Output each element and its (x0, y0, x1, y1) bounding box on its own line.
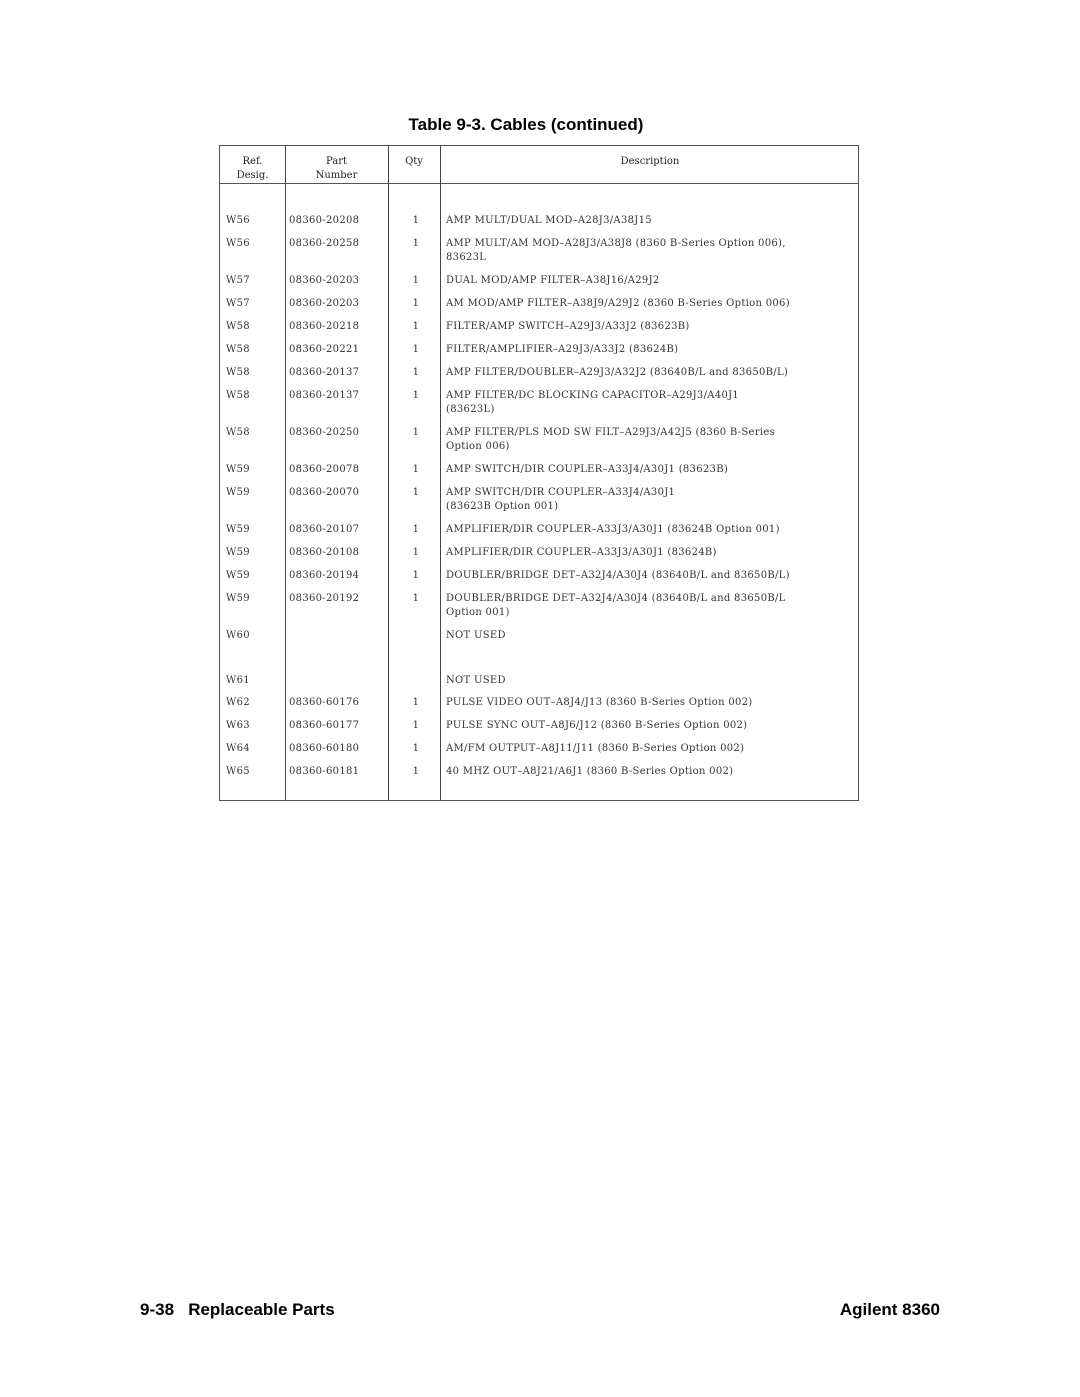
description-line: AM/FM OUTPUT–A8J11/J11 (8360 B-Series Option 002) (446, 743, 745, 754)
part-number: 08360-20203 (289, 298, 360, 309)
header-qty: Qty (405, 156, 423, 167)
part-number: 08360-20108 (289, 547, 360, 558)
ref-desig: W58 (226, 344, 250, 355)
footer-product: Agilent 8360 (839, 1300, 940, 1319)
ref-desig: W59 (226, 570, 250, 581)
ref-desig: W64 (226, 743, 250, 754)
description-line: DOUBLER/BRIDGE DET–A32J4/A30J4 (83640B/L and 83650B/L (446, 593, 786, 604)
description-line: Option 006) (446, 441, 510, 452)
footer-page-section: 9-38 Replaceable Parts (140, 1300, 335, 1319)
table-title: Table 9-3. Cables (continued) (408, 115, 644, 134)
ref-desig: W58 (226, 321, 250, 332)
quantity: 1 (412, 593, 420, 604)
ref-desig: W59 (226, 547, 250, 558)
part-number: 08360-60180 (289, 743, 360, 754)
description (446, 320, 856, 334)
ref-desig: W62 (226, 697, 250, 708)
part-number: 08360-60177 (289, 720, 360, 731)
header-ref-line2: Desig. (236, 170, 269, 181)
description-line: AMPLIFIER/DIR COUPLER–A33J3/A30J1 (83624B Option 001) (446, 524, 780, 535)
quantity: 1 (412, 344, 420, 355)
quantity: 1 (412, 427, 420, 438)
description-line: DOUBLER/BRIDGE DET–A32J4/A30J4 (83640B/L and 83650B/L) (446, 570, 790, 581)
quantity: 1 (412, 367, 420, 378)
header-description: Description (620, 156, 680, 167)
header-part-line2: Number (315, 170, 358, 181)
ref-desig: W56 (226, 215, 250, 226)
quantity: 1 (412, 570, 420, 581)
description-line: NOT USED (446, 630, 506, 641)
description-line: AMP SWITCH/DIR COUPLER–A33J4/A30J1 (83623B) (446, 464, 729, 475)
quantity: 1 (412, 743, 420, 754)
quantity: 1 (412, 487, 420, 498)
quantity: 1 (412, 766, 420, 777)
description (446, 389, 856, 417)
header-part-line1: Part (325, 156, 348, 167)
description-line: AMP FILTER/DC BLOCKING CAPACITOR–A29J3/A40J1 (446, 390, 740, 401)
header-divider (220, 183, 858, 184)
part-number: 08360-20208 (289, 215, 360, 226)
part-number: 08360-20203 (289, 275, 360, 286)
description (446, 742, 856, 756)
description-line: 83623L (446, 252, 487, 263)
description (446, 592, 856, 620)
description (446, 629, 856, 643)
part-number: 08360-20137 (289, 367, 360, 378)
quantity: 1 (412, 547, 420, 558)
description-line: AMP FILTER/DOUBLER–A29J3/A32J2 (83640B/L and 83650B/L) (446, 367, 789, 378)
ref-desig: W56 (226, 238, 250, 249)
ref-desig: W59 (226, 524, 250, 535)
description (446, 765, 856, 779)
quantity: 1 (412, 697, 420, 708)
ref-desig: W58 (226, 427, 250, 438)
description (446, 486, 856, 514)
description-line: AMP SWITCH/DIR COUPLER–A33J4/A30J1 (446, 487, 676, 498)
description-line: FILTER/AMP SWITCH–A29J3/A33J2 (83623B) (446, 321, 690, 332)
description-line: (83623B Option 001) (446, 501, 559, 512)
description-line: PULSE SYNC OUT–A8J6/J12 (8360 B-Series Option 002) (446, 720, 748, 731)
ref-desig: W57 (226, 298, 250, 309)
description-line: AMP MULT/AM MOD–A28J3/A38J8 (8360 B-Series Option 006), (446, 238, 786, 249)
description (446, 569, 856, 583)
description-line: AMP FILTER/PLS MOD SW FILT–A29J3/A42J5 (8360 B-Series (446, 427, 775, 438)
description (446, 274, 856, 288)
description-line: AMP MULT/DUAL MOD–A28J3/A38J15 (446, 215, 652, 226)
description (446, 696, 856, 710)
quantity: 1 (412, 215, 420, 226)
quantity: 1 (412, 238, 420, 249)
cables-table (219, 145, 859, 801)
part-number: 08360-20070 (289, 487, 360, 498)
header-ref (220, 155, 285, 183)
ref-desig: W63 (226, 720, 250, 731)
part-number: 08360-60181 (289, 766, 360, 777)
ref-desig: W65 (226, 766, 250, 777)
description (446, 297, 856, 311)
description-line: AM MOD/AMP FILTER–A38J9/A29J2 (8360 B-Series Option 006) (446, 298, 790, 309)
description-line: FILTER/AMPLIFIER–A29J3/A33J2 (83624B) (446, 344, 679, 355)
quantity: 1 (412, 524, 420, 535)
description (446, 463, 856, 477)
part-number: 08360-20078 (289, 464, 360, 475)
description-line: NOT USED (446, 675, 506, 686)
column-divider (388, 146, 389, 800)
ref-desig: W59 (226, 464, 250, 475)
part-number: 08360-20192 (289, 593, 360, 604)
description (446, 343, 856, 357)
quantity: 1 (412, 321, 420, 332)
part-number: 08360-20221 (289, 344, 360, 355)
description (446, 366, 856, 380)
header-ref-line1: Ref. (242, 156, 263, 167)
ref-desig: W60 (226, 630, 250, 641)
description-line: DUAL MOD/AMP FILTER–A38J16/A29J2 (446, 275, 660, 286)
description (446, 719, 856, 733)
quantity: 1 (412, 298, 420, 309)
quantity: 1 (412, 464, 420, 475)
ref-desig: W61 (226, 675, 250, 686)
ref-desig: W58 (226, 390, 250, 401)
quantity: 1 (412, 720, 420, 731)
description (446, 214, 856, 228)
ref-desig: W59 (226, 593, 250, 604)
ref-desig: W58 (226, 367, 250, 378)
description (446, 426, 856, 454)
description-line: Option 001) (446, 607, 510, 618)
ref-desig: W57 (226, 275, 250, 286)
description-line: (83623L) (446, 404, 495, 415)
description-line: PULSE VIDEO OUT–A8J4/J13 (8360 B-Series Option 002) (446, 697, 753, 708)
part-number: 08360-60176 (289, 697, 360, 708)
part-number: 08360-20250 (289, 427, 360, 438)
description (446, 523, 856, 537)
description-line: 40 MHZ OUT–A8J21/A6J1 (8360 B-Series Option 002) (446, 766, 734, 777)
column-divider (285, 146, 286, 800)
part-number: 08360-20107 (289, 524, 360, 535)
ref-desig: W59 (226, 487, 250, 498)
part-number: 08360-20258 (289, 238, 360, 249)
description (446, 237, 856, 265)
description-line: AMPLIFIER/DIR COUPLER–A33J3/A30J1 (83624B) (446, 547, 717, 558)
part-number: 08360-20218 (289, 321, 360, 332)
description (446, 546, 856, 560)
part-number: 08360-20137 (289, 390, 360, 401)
part-number: 08360-20194 (289, 570, 360, 581)
quantity: 1 (412, 390, 420, 401)
quantity: 1 (412, 275, 420, 286)
description (446, 674, 856, 688)
header-part (285, 155, 388, 183)
